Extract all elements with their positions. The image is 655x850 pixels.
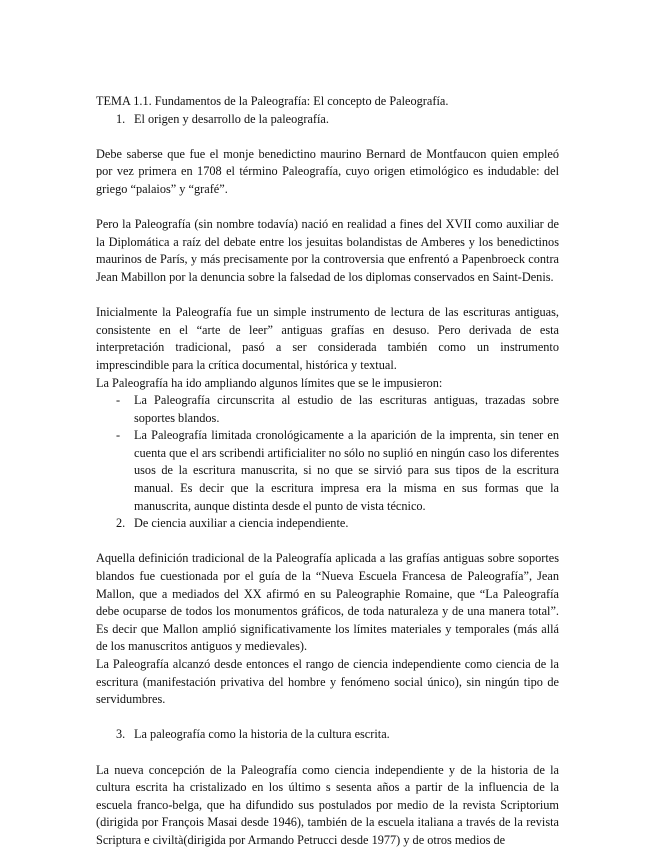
spacer <box>96 709 559 727</box>
spacer <box>96 199 559 217</box>
paragraph: La Paleografía ha ido ampliando algunos límites que se le impusieron: <box>96 375 443 390</box>
document-page <box>96 93 559 850</box>
paragraph: Pero la Paleografía (sin nombre todavía) nació en realidad a fines del XVII como auxiliar de la Diplomática a raíz del debate entre los jesuitas bolandistas de Amberes y los benedictinos maurinos de París, y más precisamente por la controversia que enfrentó a Papenbroeck contra Jean Mabillon por la denuncia sobre la falsedad de los diplomas conservados en Saint-Denis. <box>96 217 559 284</box>
spacer <box>96 533 559 551</box>
paragraph: Aquella definición tradicional de la Paleografía aplicada a las grafías antiguas sobre soportes blandos fue cuestionada por el guía de la “Nueva Escuela Francesa de Paleografía”, Jean Mallon, que a mediados del XX afirmó en su Paleographie Romaine, que “La Paleografía debe ocuparse de todos los monumentos gráficos, de toda naturaleza y de una manera total”. Es decir que Mallon amplió significativamente los límites materiales y temporales (más allá de los manuscritos antiguos y medievales). <box>96 551 559 654</box>
section-heading-2 <box>96 515 559 533</box>
bullet-item <box>96 392 559 427</box>
bullet-text: La Paleografía limitada cronológicamente a la aparición de la imprenta, sin tener en cuenta que el ars scribendi artificialiter no sólo no suplió en ningún caso los diferentes usos de la escritura manuscrita, si no que se sirvió para sus tipos de la escritura manual. Es decir que la escritura impresa era la misma en sus formas que la manuscrita, aunque distinta desde el punto de vista técnico. <box>134 428 559 513</box>
spacer <box>96 128 559 146</box>
paragraph: La nueva concepción de la Paleografía como ciencia independiente y de la historia de la cultura escrita ha cristalizado en los último s sesenta años a partir de la influencia de la escuela franco-belga, que ha difundido sus postulados por medio de la revista Scriptorium (dirigida por François Masai desde 1946), también de la escuela italiana a través de la revista Scriptura e civiltà(dirigida por Armando Petrucci desde 1977) y de otros medios de <box>96 762 559 847</box>
paragraph: Inicialmente la Paleografía fue un simple instrumento de lectura de las escrituras antiguas, consistente en el “arte de leer” antiguas grafías en desuso. Pero derivada de esta interpretación tradicional, pasó a ser considerada también como un instrumento imprescindible para la crítica documental, histórica y textual. <box>96 305 559 372</box>
section-heading-3 <box>96 726 559 744</box>
bullet-dash: - <box>116 393 121 408</box>
section-number: 3. <box>116 727 126 742</box>
bullet-text: La Paleografía circunscrita al estudio de las escrituras antiguas, trazadas sobre soportes blandos. <box>134 393 559 425</box>
section-number: 1. <box>116 111 126 126</box>
paragraph: Debe saberse que fue el monje benedictino maurino Bernard de Montfaucon quien empleó por vez primera en 1708 el término Paleografía, cuyo origen etimológico es indudable: del griego “palaios” y “grafé”. <box>96 146 559 196</box>
bullet-dash: - <box>116 428 121 443</box>
spacer <box>96 744 559 762</box>
section-title: El origen y desarrollo de la paleografía. <box>134 111 329 126</box>
spacer <box>96 287 559 305</box>
bullet-item <box>96 427 559 515</box>
section-title: De ciencia auxiliar a ciencia independiente. <box>134 516 349 531</box>
paragraph: La Paleografía alcanzó desde entonces el rango de ciencia independiente como ciencia de la escritura (manifestación privativa del hombre y fenómeno social único), sin ningún tipo de servidumbres. <box>96 657 559 707</box>
document-title: TEMA 1.1. Fundamentos de la Paleografía: El concepto de Paleografía. <box>96 94 449 108</box>
section-heading-1 <box>96 111 559 129</box>
section-number: 2. <box>116 516 126 531</box>
section-title: La paleografía como la historia de la cultura escrita. <box>134 727 390 742</box>
